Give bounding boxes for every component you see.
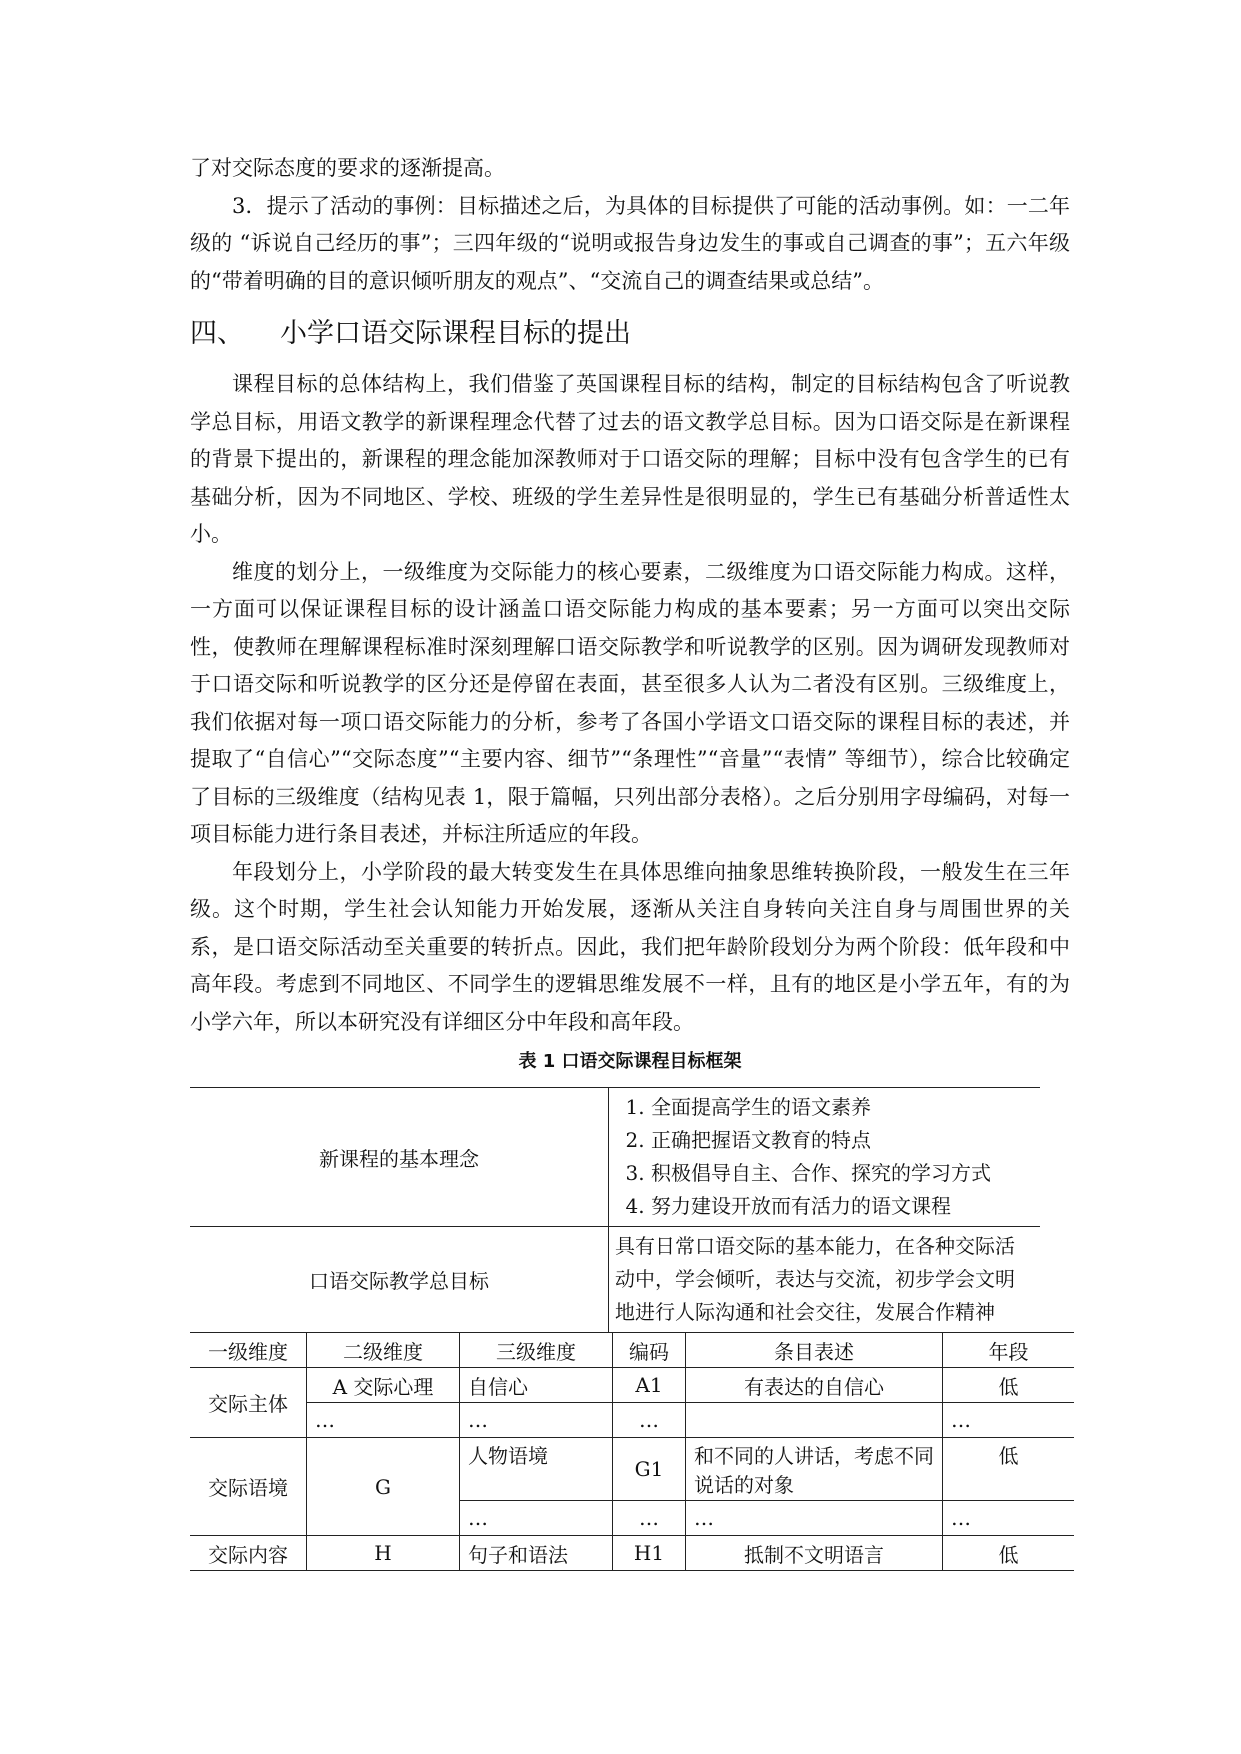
table-row	[190, 1368, 1074, 1403]
table-cell: 抵制不文明语言	[686, 1536, 943, 1571]
table-cell: 句子和语法	[460, 1536, 613, 1571]
table-row	[190, 1536, 1074, 1571]
table-cell: 低	[943, 1536, 1075, 1571]
table-cell: 和不同的人讲话，考虑不同说话的对象	[686, 1438, 943, 1501]
column-header: 编码	[613, 1333, 686, 1368]
table-cell: 交际主体	[190, 1368, 307, 1438]
column-header: 三级维度	[460, 1333, 613, 1368]
table-cell: 自信心	[460, 1368, 613, 1403]
section-number: 四、	[190, 318, 244, 349]
paragraph: 课程目标的总体结构上，我们借鉴了英国课程目标的结构，制定的目标结构包含了听说教学总目标，用语文教学的新课程理念代替了过去的语文教学总目标。因为口语交际是在新课程的背景下提出的，新课程的理念能加深教师对于口语交际的理解；目标中没有包含学生的已有基础分析，因为不同地区、学校、班级的学生差异性是很明显的，学生已有基础分析普适性太小。	[190, 372, 1070, 546]
framework-top-table	[190, 1087, 1040, 1332]
table-cell: 人物语境	[460, 1438, 613, 1501]
list-item: 2. 正确把握语文教育的特点	[651, 1124, 1034, 1157]
document-page	[190, 150, 1070, 1571]
list-item: 4. 努力建设开放而有活力的语文课程	[651, 1190, 1034, 1223]
table-cell: …	[460, 1403, 613, 1438]
column-header: 二级维度	[307, 1333, 460, 1368]
paragraph: 年段划分上，小学阶段的最大转变发生在具体思维向抽象思维转换阶段，一般发生在三年级。这个时期，学生社会认知能力开始发展，逐渐从关注自身转向关注自身与周围世界的关系，是口语交际活动至关重要的转折点。因此，我们把年龄阶段划分为两个阶段：低年段和中高年段。考虑到不同地区、不同学生的逻辑思维发展不一样，且有的地区是小学五年，有的为小学六年，所以本研究没有详细区分中年段和高年段。	[190, 859, 1070, 1034]
section-heading	[190, 314, 1070, 354]
table-cell: 有表达的自信心	[686, 1368, 943, 1403]
table-cell: 交际语境	[190, 1438, 307, 1536]
table-cell: …	[943, 1501, 1075, 1536]
goal-label: 口语交际教学总目标	[190, 1227, 609, 1333]
table-cell: …	[307, 1403, 460, 1438]
table-cell: …	[943, 1403, 1075, 1438]
table-caption: 表 1 口语交际课程目标框架	[518, 1051, 742, 1072]
table-header-row	[190, 1333, 1074, 1368]
section-title: 小学口语交际课程目标的提出	[280, 318, 631, 349]
column-header: 年段	[943, 1333, 1075, 1368]
column-header: 条目表述	[686, 1333, 943, 1368]
table-cell: 低	[943, 1368, 1075, 1403]
goal-text: 具有日常口语交际的基本能力，在各种交际活动中，学会倾听，表达与交流，初步学会文明地进行人际沟通和社会交往，发展合作精神	[609, 1227, 1041, 1333]
table-cell: H	[307, 1536, 460, 1571]
concept-list	[615, 1091, 1034, 1223]
list-item: 3. 积极倡导自主、合作、探究的学习方式	[651, 1157, 1034, 1190]
dimension-table	[190, 1332, 1074, 1571]
table-cell: A 交际心理	[307, 1368, 460, 1403]
concept-list-cell	[609, 1088, 1041, 1227]
table-cell: H1	[613, 1536, 686, 1571]
table-cell: 交际内容	[190, 1536, 307, 1571]
column-header: 一级维度	[190, 1333, 307, 1368]
table-cell: 低	[943, 1438, 1075, 1501]
table-cell: G1	[613, 1438, 686, 1501]
table-row	[190, 1403, 1074, 1438]
table-cell: …	[686, 1501, 943, 1536]
table-row	[190, 1438, 1074, 1501]
list-item: 1. 全面提高学生的语文素养	[651, 1091, 1034, 1124]
table-cell: …	[613, 1501, 686, 1536]
table-cell	[686, 1403, 943, 1438]
table-cell: …	[460, 1501, 613, 1536]
paragraph: 了对交际态度的要求的逐渐提高。	[190, 156, 505, 180]
table-cell: …	[613, 1403, 686, 1438]
paragraph: 3．提示了活动的事例：目标描述之后，为具体的目标提供了可能的活动事例。如：一二年级的 “诉说自己经历的事”；三四年级的“说明或报告身边发生的事或自己调查的事”；五六年级的“带着明确的目的意识倾听朋友的观点”、“交流自己的调查结果或总结”。	[190, 193, 1070, 293]
table-cell: G	[307, 1438, 460, 1536]
concept-label: 新课程的基本理念	[190, 1088, 609, 1227]
paragraph: 维度的划分上，一级维度为交际能力的核心要素，二级维度为口语交际能力构成。这样，一方面可以保证课程目标的设计涵盖口语交际能力构成的基本要素；另一方面可以突出交际性，使教师在理解课程标准时深刻理解口语交际教学和听说教学的区别。因为调研发现教师对于口语交际和听说教学的区分还是停留在表面，甚至很多人认为二者没有区别。三级维度上，我们依据对每一项口语交际能力的分析，参考了各国小学语文口语交际的课程目标的表述，并提取了“自信心”“交际态度”“主要内容、细节”“条理性”“音量”“表情” 等细节），综合比较确定了目标的三级维度（结构见表 1，限于篇幅，只列出部分表格）。之后分别用字母编码，对每一项目标能力进行条目表述，并标注所适应的年段。	[190, 559, 1070, 846]
table-cell: A1	[613, 1368, 686, 1403]
